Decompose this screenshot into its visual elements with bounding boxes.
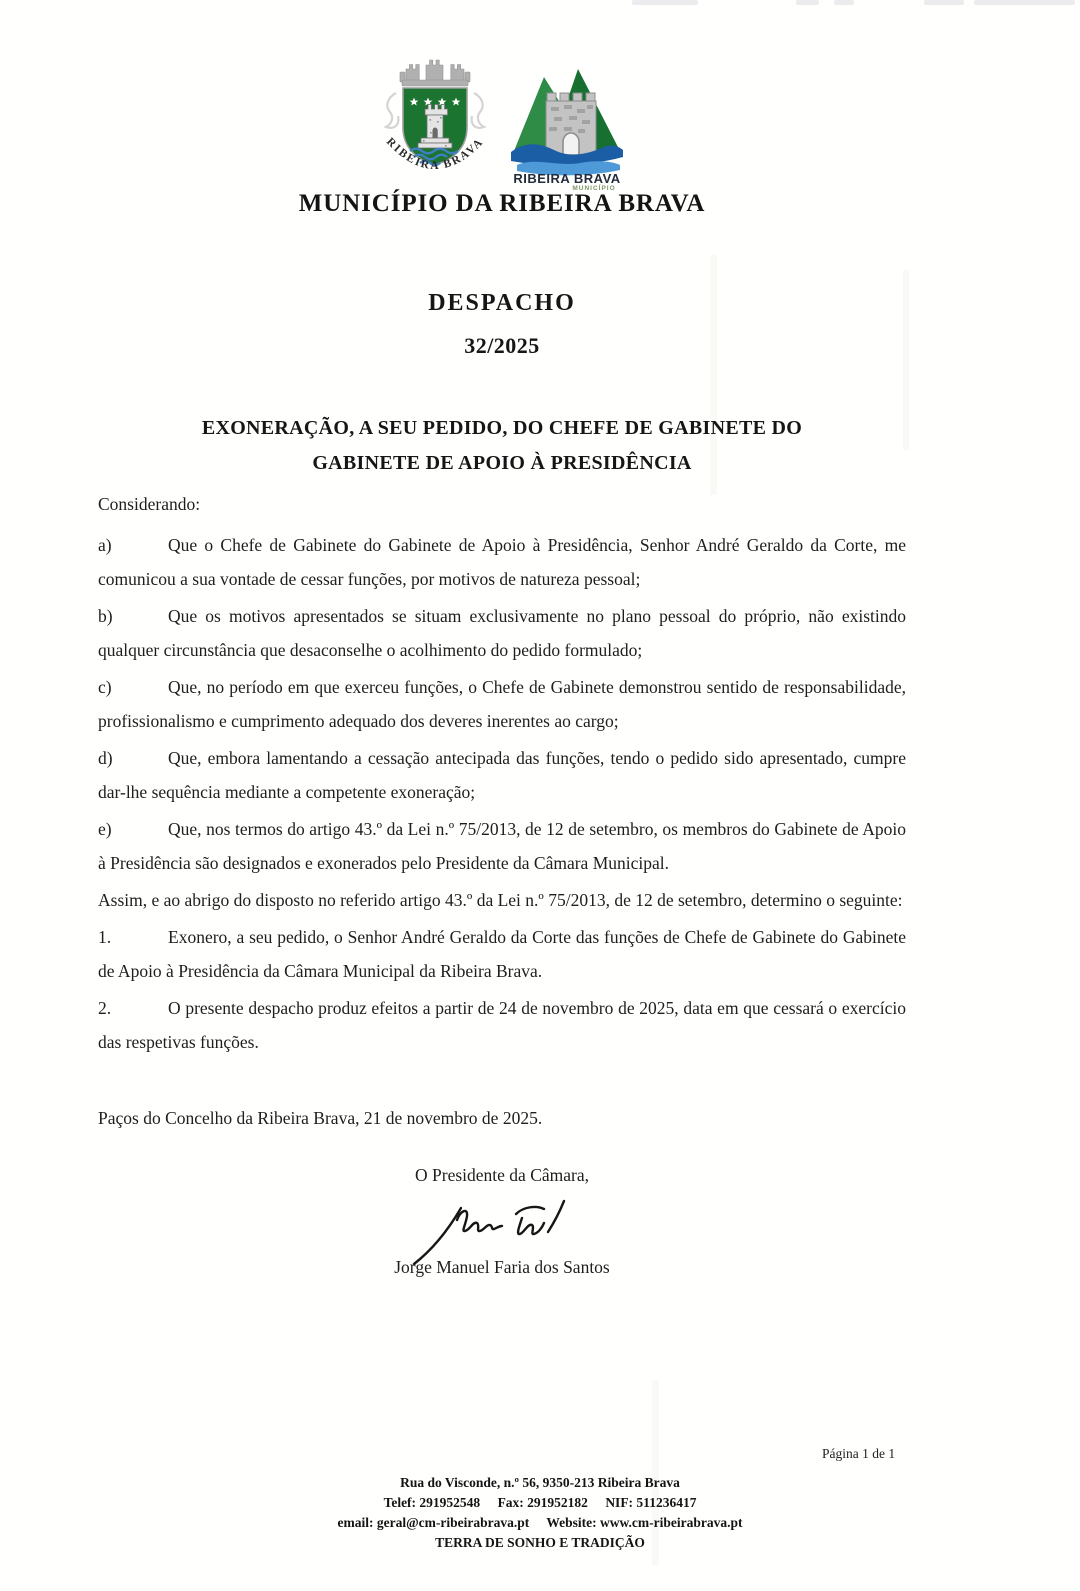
item-text: Que o Chefe de Gabinete do Gabinete de Apoio à Presidência, Senhor André Geraldo da Corte, me comunicou a sua vontade de cessar funções, por motivos de natureza pessoal; [98,535,906,589]
scan-artifact [632,0,698,5]
footer-address: Rua do Visconde, n.º 56, 9350-213 Ribeira Brava [400,1475,680,1490]
coat-of-arms-caption: RIBEIRA BRAVA [383,135,487,173]
document-type: DESPACHO [428,290,576,316]
dateline: Paços do Concelho da Ribeira Brava, 21 de novembro de 2025. [98,1108,543,1128]
municipality-name: MUNICÍPIO DA RIBEIRA BRAVA [298,190,706,217]
subject-line-2: GABINETE DE APOIO À PRESIDÊNCIA [312,452,692,474]
item-text: Que, embora lamentando a cessação antecipada das funções, tendo o pedido sido apresentado, cumpre dar-lhe sequência mediante a competente exoneração; [98,748,906,802]
item-marker: 2. [98,998,112,1018]
footer-phone: Telef: 291952548 [383,1495,481,1510]
item-text: Que os motivos apresentados se situam exclusivamente no plano pessoal do próprio, não existindo qualquer circunstância que desaconselhe o acolhimento do pedido formulado; [98,606,906,660]
footer-online [0,1513,1080,1533]
item-text: Que, nos termos do artigo 43.º da Lei n.º 75/2013, de 12 de setembro, os membros do Gabinete de Apoio à Presidência são designados e exonerados pelo Presidente da Câmara Municipal. [98,819,906,873]
signature-block [98,1158,906,1284]
fort-tower-icon [546,93,596,155]
consideration-item [98,528,906,596]
footer-fax: Fax: 291952182 [497,1495,588,1510]
consideration-item [98,599,906,667]
consideration-item [98,741,906,809]
coat-of-arms-icon [376,57,494,189]
handwritten-signature [400,1192,605,1266]
document-body [98,487,906,1284]
municipal-logo-title: RIBEIRA BRAVA [513,171,621,186]
item-marker: e) [98,819,112,839]
scan-artifact [924,0,964,5]
item-text: Que, no período em que exerceu funções, o Chefe de Gabinete demonstrou sentido de responsabilidade, profissionalismo e cumprimento adequado dos deveres inerentes ao cargo; [98,677,906,731]
footer-website: Website: www.cm-ribeirabrava.pt [546,1515,743,1530]
item-marker: a) [98,535,112,555]
municipal-logo-icon [506,63,628,191]
ornament-left [386,93,398,128]
intro-line: Considerando: [98,494,201,514]
signer-name: Jorge Manuel Faria dos Santos [394,1257,610,1277]
consideration-item [98,670,906,738]
item-marker: c) [98,677,112,697]
signer-role: O Presidente da Câmara, [415,1165,589,1185]
subject-line-1: EXONERAÇÃO, A SEU PEDIDO, DO CHEFE DE GABINETE DO [201,417,803,439]
mural-crown-icon [400,60,470,86]
footer-email: email: geral@cm-ribeirabrava.pt [337,1515,530,1530]
scan-artifact [834,0,854,5]
footer [0,1473,1080,1553]
item-marker: b) [98,606,113,626]
scan-artifact [796,0,819,5]
item-marker: 1. [98,927,112,947]
footer-nif: NIF: 511236417 [605,1495,697,1510]
ornament-right [472,93,484,128]
header-logos [98,57,906,191]
item-text: O presente despacho produz efeitos a partir de 24 de novembro de 2025, data em que cessará o exercício das respetivas funções. [98,998,906,1052]
municipal-logo-subtitle: MUNICÍPIO [572,185,616,191]
scan-artifact [974,0,1075,5]
item-marker: d) [98,748,113,768]
document-number: 32/2025 [464,333,540,358]
footer-contacts [0,1493,1080,1513]
decision-item [98,920,906,988]
decision-item [98,991,906,1059]
transition-paragraph: Assim, e ao abrigo do disposto no referido artigo 43.º da Lei n.º 75/2013, de 12 de setembro, determino o seguinte: [98,890,903,910]
consideration-item [98,812,906,880]
page-number: Página 1 de 1 [822,1446,896,1461]
document-subject [98,411,906,481]
item-text: Exonero, a seu pedido, o Senhor André Geraldo da Corte das funções de Chefe de Gabinete do Gabinete de Apoio à Presidência da Câmara Municipal da Ribeira Brava. [98,927,906,981]
footer-motto: TERRA DE SONHO E TRADIÇÃO [435,1535,645,1550]
